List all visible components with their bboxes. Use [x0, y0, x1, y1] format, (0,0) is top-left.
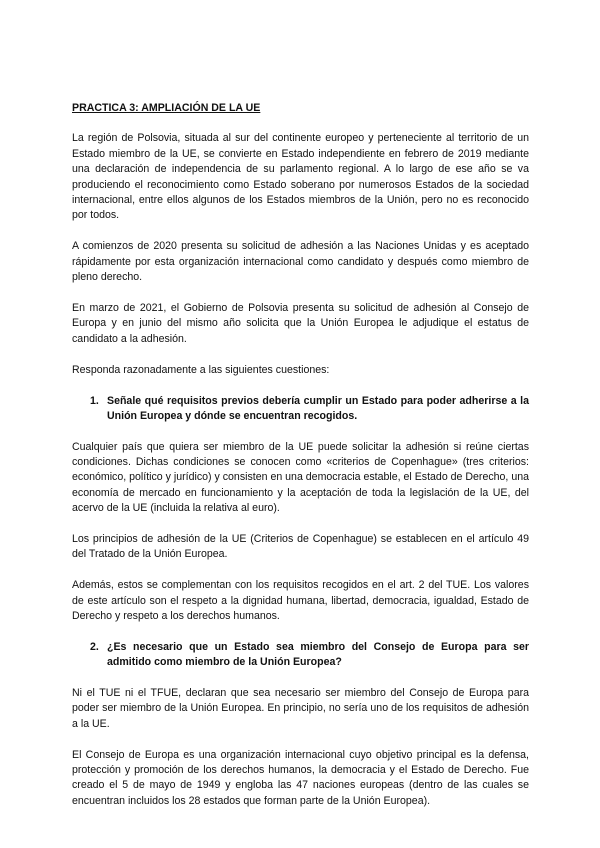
answer-2-paragraph-2: El Consejo de Europa es una organización internacional cuyo objetivo principal es la defensa, protección y promoción de los derechos humanos, la democracia y el Estado de Derecho. Fue creado el 5 de mayo de 1949 y engloba las 47 naciones europeas (dentro de las cuales se encuentran incluidos los 28 estados que forman parte de la Unión Europea).	[72, 748, 529, 807]
answer-1-paragraph-1: Cualquier país que quiera ser miembro de la UE puede solicitar la adhesión si reúne ciertas condiciones. Dichas condiciones se conocen como «criterios de Copenhague» (tres criterios: económico, político y jurídico) y consisten en una democracia estable, el Estado de Derecho, una economía de mercado en funcionamiento y la aceptación de toda la legislación de la UE, del acervo de la UE (incluida la relativa al euro).	[72, 440, 529, 515]
document-page	[72, 101, 529, 825]
question-2-text: ¿Es necesario que un Estado sea miembro del Consejo de Europa para ser admitido como miembro de la Unión Europea?	[107, 641, 529, 669]
question-1-number: 1.	[90, 394, 99, 407]
intro-paragraph-2: A comienzos de 2020 presenta su solicitud de adhesión a las Naciones Unidas y es aceptado rápidamente por esta organización internacional como candidato y después como miembro de pleno derecho.	[72, 240, 529, 284]
intro-paragraph-1: La región de Polsovia, situada al sur del continente europeo y perteneciente al territorio de un Estado miembro de la UE, se convierte en Estado independiente en febrero de 2019 mediante una declaración de independencia de su parlamento regional. A lo largo de ese año se va produciendo el reconocimiento como Estado soberano por numerosos Estados de la sociedad internacional, entre ellos algunos de los Estados miembros de la Unión, pero no es reconocido por todos.	[72, 132, 529, 222]
question-1	[72, 394, 529, 425]
question-1-text: Señale qué requisitos previos debería cumplir un Estado para poder adherirse a la Unión Europea y dónde se encuentran recogidos.	[107, 394, 529, 423]
document-title: PRACTICA 3: AMPLIACIÓN DE LA UE	[72, 102, 261, 114]
question-2-number: 2.	[90, 641, 99, 654]
answer-1-paragraph-3: Además, estos se complementan con los requisitos recogidos en el art. 2 del TUE. Los valores de este artículo son el respeto a la dignidad humana, libertad, democracia, igualdad, Estado de Derecho y respeto a los derechos humanos.	[72, 579, 529, 623]
question-2	[72, 640, 529, 671]
instructions-paragraph: Responda razonadamente a las siguientes cuestiones:	[72, 363, 330, 376]
answer-2-paragraph-1: Ni el TUE ni el TFUE, declaran que sea necesario ser miembro del Consejo de Europa para poder ser miembro de la Unión Europea. En principio, no sería uno de los requisitos de adhesión a la UE.	[72, 686, 529, 730]
answer-1-paragraph-2: Los principios de adhesión de la UE (Criterios de Copenhague) se establecen en el artículo 49 del Tratado de la Unión Europea.	[72, 533, 529, 561]
intro-paragraph-3: En marzo de 2021, el Gobierno de Polsovia presenta su solicitud de adhesión al Consejo de Europa y en junio del mismo año solicita que la Unión Europea le adjudique el estatus de candidato a la adhesión.	[72, 302, 529, 345]
